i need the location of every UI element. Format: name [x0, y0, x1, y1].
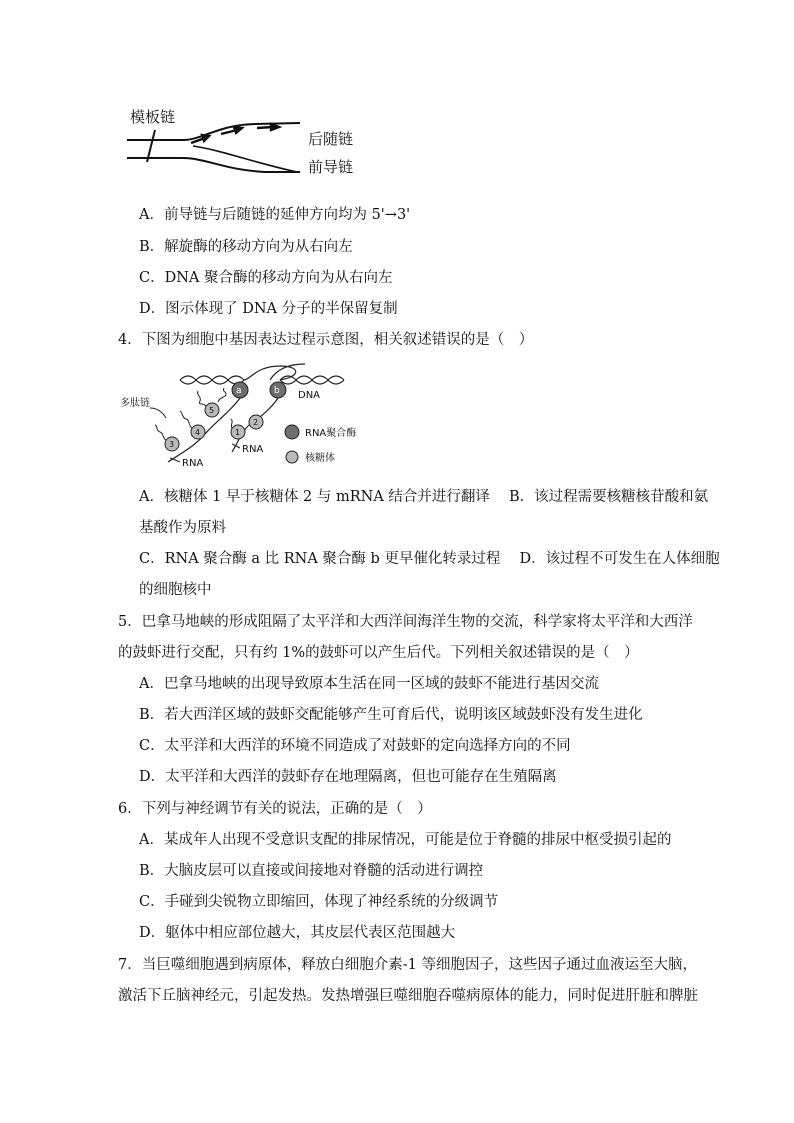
q3-option-a: A．前导链与后随链的延伸方向均为 5'→3' — [139, 207, 411, 223]
gene-expression-figure — [120, 362, 390, 472]
q5-option-c: C．太平洋和大西洋的环境不同造成了对鼓虾的定向选择方向的不同 — [139, 738, 571, 754]
lagging-strand-label: 后随链 — [308, 130, 354, 148]
polypeptide-pointer — [150, 408, 166, 418]
q4-options-ab-line2: 基酸作为原料 — [139, 520, 226, 536]
q6-stem: 6．下列与神经调节有关的说法，正确的是（ ） — [118, 801, 432, 817]
dna-helix — [180, 364, 344, 384]
q6-option-b: B．大脑皮层可以直接或间接地对脊髓的活动进行调控 — [139, 863, 484, 879]
q4-stem: 4．下图为细胞中基因表达过程示意图，相关叙述错误的是（ ） — [118, 332, 534, 348]
polypeptide-label: 多肽链 — [120, 398, 150, 409]
q4-options-cd-line2: 的细胞核中 — [139, 582, 212, 598]
legend-polymerase-label: RNA聚合酶 — [305, 428, 357, 439]
q6-option-d: D．躯体中相应部位越大，其皮层代表区范围越大 — [139, 925, 456, 941]
q4-options-ab-line1: A．核糖体 1 早于核糖体 2 与 mRNA 结合并进行翻译 B．该过程需要核糖核苷酸和氨 — [139, 489, 709, 505]
legend-ribosome-swatch — [286, 451, 298, 463]
q5-stem-line1: 5．巴拿马地峡的形成阻隔了太平洋和大西洋间海洋生物的交流，科学家将太平洋和大西洋 — [118, 614, 693, 630]
polymerase-a-label: a — [236, 386, 242, 396]
rna-label-mid: RNA — [242, 444, 264, 455]
leading-strand — [193, 146, 297, 172]
legend-ribosome-label: 核糖体 — [305, 453, 335, 464]
q7-stem-line1: 7．当巨噬细胞遇到病原体，释放白细胞介素-1 等细胞因子，这些因子通过血液运至大脑， — [118, 957, 697, 973]
q4-options-cd-line1: C．RNA 聚合酶 a 比 RNA 聚合酶 b 更早催化转录过程 D．该过程不可发生在人体细胞 — [139, 551, 720, 567]
q5-stem-line2: 的鼓虾进行交配，只有约 1%的鼓虾可以产生后代。下列相关叙述错误的是（ ） — [118, 645, 639, 661]
q5-option-a: A．巴拿马地峡的出现导致原本生活在同一区域的鼓虾不能进行基因交流 — [139, 676, 599, 692]
replication-fork-figure — [125, 100, 385, 185]
q7-stem-line2: 激活下丘脑神经元，引起发热。发热增强巨噬细胞吞噬病原体的能力，同时促进肝脏和脾脏 — [118, 988, 698, 1004]
ribosome-2-label: 2 — [253, 418, 259, 427]
q6-option-c: C．手碰到尖锐物立即缩回，体现了神经系统的分级调节 — [139, 894, 499, 910]
polymerase-b-label: b — [274, 386, 280, 396]
leading-strand-label: 前导链 — [308, 158, 354, 176]
q3-option-d: D．图示体现了 DNA 分子的半保留复制 — [139, 301, 398, 317]
q5-option-d: D．太平洋和大西洋的鼓虾存在地理隔离，但也可能存在生殖隔离 — [139, 769, 557, 785]
ribosome-1-label: 1 — [235, 428, 241, 437]
ribosome-3-label: 3 — [169, 440, 175, 449]
lower-template-strand — [127, 158, 300, 172]
template-strand-label: 模板链 — [130, 108, 176, 126]
okazaki-fragments — [191, 124, 279, 143]
ribosome-4-label: 4 — [195, 428, 201, 437]
q3-option-c: C．DNA 聚合酶的移动方向为从右向左 — [139, 270, 393, 286]
legend-polymerase-swatch — [285, 425, 299, 439]
rna-label-left: RNA — [182, 458, 204, 469]
q5-option-b: B．若大西洋区域的鼓虾交配能够产生可育后代，说明该区域鼓虾没有发生进化 — [139, 707, 643, 723]
q3-option-b: B．解旋酶的移动方向为从右向左 — [139, 239, 353, 255]
ribosome-5-label: 5 — [209, 406, 215, 415]
q6-option-a: A．某成年人出现不受意识支配的排尿情况，可能是位于脊髓的排尿中枢受损引起的 — [139, 832, 672, 848]
dna-label: DNA — [298, 390, 321, 401]
